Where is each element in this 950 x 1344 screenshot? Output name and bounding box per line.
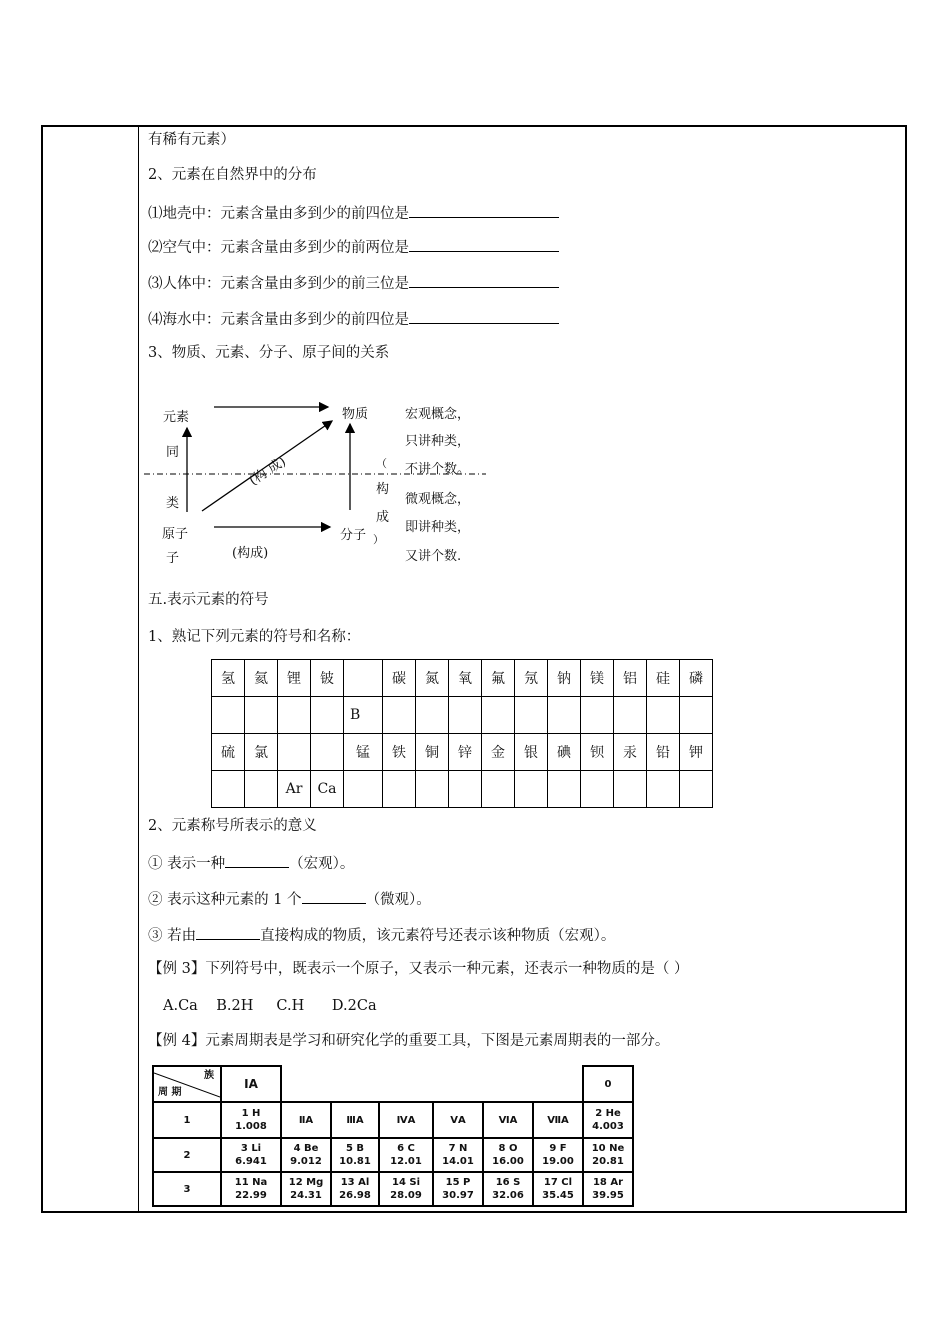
table-cell[interactable] — [548, 697, 581, 734]
micro-note-3: 又讲个数. — [405, 549, 462, 564]
element-cell-h: 1 H 1.008 — [221, 1102, 281, 1138]
period-label: 1 — [153, 1102, 221, 1138]
table-cell[interactable] — [680, 771, 713, 808]
element-cell: 11 Na 22.99 — [221, 1172, 281, 1206]
table-cell[interactable] — [581, 771, 614, 808]
table-cell: 硫 — [212, 734, 245, 771]
diagram-cheng: 成 — [376, 510, 390, 525]
answer-blank[interactable] — [409, 237, 559, 252]
element-cell: 18 Ar 39.95 — [583, 1172, 633, 1206]
meaning-1: ① 表示一种 （宏观）。 — [148, 853, 354, 873]
table-cell: 氖 — [515, 660, 548, 697]
element-cell: 9 F 19.00 — [533, 1138, 583, 1172]
table-row — [212, 660, 713, 697]
answer-blank[interactable] — [302, 889, 366, 904]
table-cell: 锰 — [344, 734, 383, 771]
element-cell: 14 Si 28.09 — [379, 1172, 433, 1206]
macro-note-1: 宏观概念， — [405, 407, 471, 422]
table-cell: 氢 — [212, 660, 245, 697]
example-4-question: 【例 4】元素周期表是学习和研究化学的重要工具，下图是元素周期表的一部分。 — [148, 1033, 670, 1049]
table-row — [153, 1066, 633, 1102]
distribution-title: 2、元素在自然界中的分布 — [148, 167, 317, 183]
diagram-constitute-bottom: (构成) — [232, 546, 269, 561]
table-cell[interactable] — [647, 697, 680, 734]
header-group-label: 族 — [204, 1070, 214, 1081]
table-row — [153, 1102, 633, 1138]
table-cell[interactable] — [212, 771, 245, 808]
diagram-tong: 同 — [166, 445, 180, 460]
header-corner-cell — [153, 1066, 221, 1102]
periodic-table — [152, 1065, 634, 1207]
element-cell-he: 2 He 4.003 — [583, 1102, 633, 1138]
answer-blank[interactable] — [225, 853, 289, 868]
meaning-title: 2、元素称号所表示的意义 — [148, 818, 317, 834]
table-cell[interactable] — [416, 771, 449, 808]
table-cell: 铜 — [416, 734, 449, 771]
group-header: ⅥA — [483, 1102, 533, 1138]
element-cell: 7 N 14.01 — [433, 1138, 483, 1172]
table-cell: 钡 — [581, 734, 614, 771]
element-cell: 13 Al 26.98 — [331, 1172, 379, 1206]
table-row — [212, 734, 713, 771]
table-cell: 锂 — [278, 660, 311, 697]
example-3-options: A.Ca B.2H C.H D.2Ca — [163, 998, 377, 1014]
question-body: ⑶人体中：元素含量由多到少的前三位是 — [148, 273, 559, 293]
macro-note-2: 只讲种类， — [405, 434, 471, 449]
table-cell[interactable] — [581, 697, 614, 734]
table-cell[interactable] — [548, 771, 581, 808]
diagram-constitute-diagonal: (构 成) — [246, 454, 289, 489]
table-cell[interactable] — [311, 734, 344, 771]
diagram-atom-b: 子 — [166, 551, 180, 566]
table-cell[interactable] — [680, 697, 713, 734]
group-header: ⅦA — [533, 1102, 583, 1138]
table-cell: 银 — [515, 734, 548, 771]
answer-blank[interactable] — [409, 273, 559, 288]
continued-text: 有稀有元素） — [148, 132, 235, 148]
element-cell: 6 C 12.01 — [379, 1138, 433, 1172]
diagram-atom: 原子 — [162, 527, 189, 542]
table-cell: 磷 — [680, 660, 713, 697]
element-cell: 10 Ne 20.81 — [583, 1138, 633, 1172]
table-row — [153, 1138, 633, 1172]
table-cell[interactable] — [482, 771, 515, 808]
diagram-gou: 构 — [376, 482, 390, 497]
element-cell: 4 Be 9.012 — [281, 1138, 331, 1172]
group-header: ⅢA — [331, 1102, 379, 1138]
table-cell: 碘 — [548, 734, 581, 771]
table-cell[interactable] — [344, 660, 383, 697]
macro-note-3: 不讲个数。 — [405, 462, 471, 477]
table-row — [212, 697, 713, 734]
table-cell[interactable] — [245, 697, 278, 734]
memorize-instruction: 1、熟记下列元素的符号和名称： — [148, 629, 361, 645]
element-cell: 8 O 16.00 — [483, 1138, 533, 1172]
element-cell: 5 B 10.81 — [331, 1138, 379, 1172]
header-period-label: 周 期 — [158, 1087, 182, 1098]
table-cell[interactable] — [482, 697, 515, 734]
table-cell: 铝 — [614, 660, 647, 697]
table-cell[interactable] — [647, 771, 680, 808]
group-zero-header: 0 — [583, 1066, 633, 1102]
table-cell[interactable] — [278, 734, 311, 771]
answer-blank[interactable] — [409, 309, 559, 324]
table-cell: 镁 — [581, 660, 614, 697]
table-cell: 氧 — [449, 660, 482, 697]
element-cell: 3 Li 6.941 — [221, 1138, 281, 1172]
example-3-question: 【例 3】下列符号中，既表示一个原子，又表示一种元素，还表示一种物质的是（ ） — [148, 961, 689, 977]
table-cell: 铍 — [311, 660, 344, 697]
diagram-paren-close: ） — [373, 533, 384, 546]
table-cell: 氟 — [482, 660, 515, 697]
diagram-substance: 物质 — [342, 407, 369, 422]
table-cell[interactable] — [449, 697, 482, 734]
table-row — [153, 1172, 633, 1206]
question-sea: ⑷海水中：元素含量由多到少的前四位是 — [148, 309, 559, 329]
table-cell[interactable] — [278, 697, 311, 734]
table-cell[interactable] — [614, 771, 647, 808]
table-cell: 氯 — [245, 734, 278, 771]
question-crust: ⑴地壳中：元素含量由多到少的前四位是 — [148, 203, 559, 223]
element-cell: 16 S 32.06 — [483, 1172, 533, 1206]
table-cell: 汞 — [614, 734, 647, 771]
table-cell[interactable] — [245, 771, 278, 808]
answer-blank[interactable] — [196, 925, 260, 940]
table-cell: 锌 — [449, 734, 482, 771]
group-header: ⅣA — [379, 1102, 433, 1138]
table-cell: 氦 — [245, 660, 278, 697]
table-cell: Ca — [311, 771, 344, 808]
table-cell: 铁 — [383, 734, 416, 771]
group-header: ⅤA — [433, 1102, 483, 1138]
table-cell: 碳 — [383, 660, 416, 697]
table-cell[interactable] — [383, 697, 416, 734]
micro-note-1: 微观概念， — [405, 492, 471, 507]
table-row — [212, 771, 713, 808]
column-divider — [138, 125, 139, 1213]
diagram-element: 元素 — [163, 410, 190, 425]
diagram-molecule: 分子 — [340, 528, 367, 543]
period-label: 2 — [153, 1138, 221, 1172]
table-cell[interactable] — [515, 771, 548, 808]
table-cell: 铅 — [647, 734, 680, 771]
element-cell: 15 P 30.97 — [433, 1172, 483, 1206]
element-symbol-table — [211, 659, 713, 808]
relation-title: 3、物质、元素、分子、原子间的关系 — [148, 345, 390, 361]
table-cell: Ar — [278, 771, 311, 808]
table-cell[interactable] — [212, 697, 245, 734]
diagram-lei: 类 — [166, 496, 180, 511]
question-air: ⑵空气中：元素含量由多到少的前两位是 — [148, 237, 559, 257]
table-cell[interactable] — [449, 771, 482, 808]
table-cell[interactable] — [311, 697, 344, 734]
table-cell: 金 — [482, 734, 515, 771]
element-cell: 12 Mg 24.31 — [281, 1172, 331, 1206]
meaning-3: ③ 若由 直接构成的物质，该元素符号还表示该种物质（宏观）。 — [148, 925, 615, 945]
section-title-symbols: 五.表示元素的符号 — [148, 592, 269, 608]
group-ia-header: ⅠA — [221, 1066, 281, 1102]
table-cell: 钠 — [548, 660, 581, 697]
empty-header-space — [281, 1066, 583, 1102]
table-cell[interactable] — [416, 697, 449, 734]
micro-note-2: 即讲种类， — [405, 520, 471, 535]
table-cell: 钾 — [680, 734, 713, 771]
table-cell: 氮 — [416, 660, 449, 697]
table-cell: B — [344, 697, 383, 734]
table-cell[interactable] — [614, 697, 647, 734]
period-label: 3 — [153, 1172, 221, 1206]
meaning-2: ② 表示这种元素的 1 个 （微观）。 — [148, 889, 431, 909]
table-cell[interactable] — [344, 771, 383, 808]
table-cell[interactable] — [515, 697, 548, 734]
group-header: ⅡA — [281, 1102, 331, 1138]
table-cell: 硅 — [647, 660, 680, 697]
element-cell: 17 Cl 35.45 — [533, 1172, 583, 1206]
diagram-paren-open: （ — [376, 457, 387, 470]
answer-blank[interactable] — [409, 203, 559, 218]
table-cell[interactable] — [383, 771, 416, 808]
